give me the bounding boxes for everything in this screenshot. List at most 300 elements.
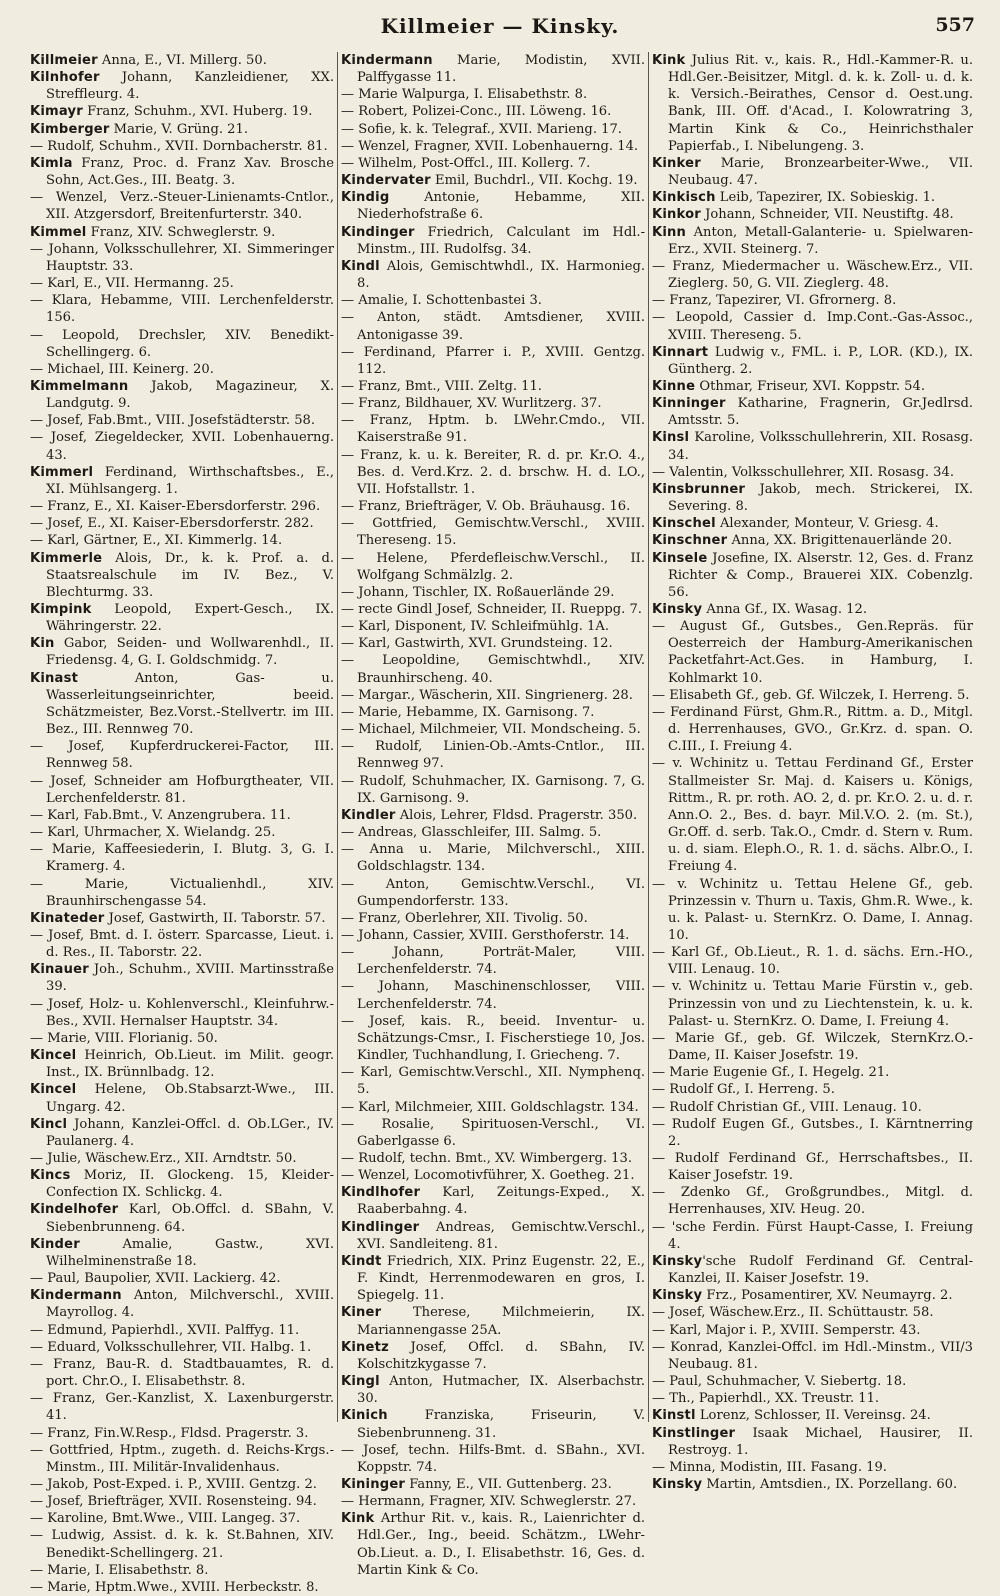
directory-entry	[30, 601, 334, 635]
directory-entry	[341, 876, 645, 910]
directory-entry	[341, 687, 645, 704]
directory-entry	[652, 464, 973, 481]
entry-details: — Wenzel, Fragner, XVII. Lobenhauerng. 14.	[341, 138, 639, 154]
entry-details: Ludwig v., FML. i. P., LOR. (KD.), IX. Güntherg. 2.	[668, 344, 973, 377]
directory-entry	[30, 327, 334, 361]
entry-details: — Paul, Baupolier, XVII. Lackierg. 42.	[30, 1271, 281, 1287]
entry-surname: Kinstlinger	[652, 1425, 736, 1441]
entry-surname: Kindinger	[341, 224, 415, 240]
entry-surname: Kincel	[30, 1048, 77, 1064]
directory-entry	[30, 1287, 334, 1321]
entry-details: — Rudolf Christian Gf., VIII. Lenaug. 10.	[652, 1099, 922, 1115]
directory-entry	[30, 378, 334, 412]
entry-details: — Gottfried, Hptm., zugeth. d. Reichs-Krgs.-Minstm., III. Militär-Invalidenhaus.	[30, 1442, 334, 1475]
directory-entry	[652, 1304, 973, 1321]
directory-entry	[341, 344, 645, 378]
directory-entry	[30, 961, 334, 995]
entry-surname: Kimberger	[30, 121, 110, 137]
entry-details: — Amalie, I. Schottenbastei 3.	[341, 293, 542, 309]
entry-details: — Franz, Oberlehrer, XII. Tivolig. 50.	[341, 910, 588, 926]
directory-entry	[652, 687, 973, 704]
entry-details: Karl, Zeitungs-Exped., X. Raaberbahng. 4.	[357, 1185, 645, 1218]
entry-details: — Ferdinand Fürst, Ghm.R., Rittm. a. D., Mitgl. d. Herrenhauses, GVO., Gr.Krz. d. span. O. C.III., I. Freiung 4.	[652, 704, 973, 755]
directory-entry	[341, 224, 645, 258]
entry-surname: Kindl	[341, 258, 380, 274]
entry-details: — Karl, Gärtner, E., XI. Kimmerlg. 14.	[30, 533, 283, 549]
directory-entry	[652, 1099, 973, 1116]
entry-surname: Kinsky	[652, 1253, 703, 1269]
entry-surname: Kincel	[30, 1082, 77, 1098]
entry-details: Josef, Offcl. d. SBahn, IV. Kolschitzkygasse 7.	[357, 1339, 645, 1372]
entry-details: — Wenzel, Verz.-Steuer-Linienamts-Cntlor., XII. Atzgersdorf, Breitenfurterstr. 340.	[30, 190, 334, 223]
page-number: 557	[935, 14, 975, 36]
directory-entry	[341, 258, 645, 292]
entry-details: Josef, Gastwirth, II. Taborstr. 57.	[104, 910, 326, 926]
directory-entry	[30, 189, 334, 223]
entry-details: — Marie, Kaffeesiederin, I. Blutg. 3, G. I. Kramerg. 4.	[30, 842, 334, 875]
directory-entry	[341, 704, 645, 721]
directory-entry	[341, 824, 645, 841]
entry-surname: Kinkor	[652, 207, 701, 223]
entry-details: Martin, Amtsdien., IX. Porzellang. 60.	[702, 1476, 958, 1492]
directory-entry	[30, 103, 334, 120]
directory-columns	[30, 52, 973, 1595]
directory-entry	[652, 52, 973, 155]
entry-details: Leopold, Expert-Gesch., IX. Währingerstr. 22.	[46, 602, 334, 635]
entry-details: — v. Wchinitz u. Tettau Ferdinand Gf., Erster Stallmeister Sr. Maj. d. Kaisers u. Königs, Rittm., R. pr. roth. AO. 2, d. pr. Kr.O. 2. u. d. r. Ann.O. 2., Bes. d. bayr. Mil.V.O. 2. (m. St.), Gr.Off. d. serb. Tak.O., Cmdr. d. Stern v. Rum. u. d. siam. Eleph.O., R. 1. d. sächs. Albr.O., I. Freiung 4.	[652, 756, 973, 875]
entry-details: — Rudolf Ferdinand Gf., Herrschaftsbes., II. Kaiser Josefstr. 19.	[652, 1151, 973, 1184]
entry-surname: Kimpink	[30, 602, 92, 617]
directory-entry	[30, 876, 334, 910]
directory-entry	[30, 1030, 334, 1047]
entry-details: — Hermann, Fragner, XIV. Schweglerstr. 27.	[341, 1494, 637, 1510]
entry-details: — Josef, kais. R., beeid. Inventur- u. Schätzungs-Cmsr., I. Fischerstiege 10, Jos. Kindler, Tuchhandlung, I. Griecheng. 7.	[341, 1013, 645, 1064]
entry-surname: Kindig	[341, 190, 390, 206]
entry-surname: Kindt	[341, 1253, 382, 1269]
entry-surname: Kinetz	[341, 1339, 389, 1355]
directory-entry	[341, 773, 645, 807]
entry-details: — Karl, Uhrmacher, X. Wielandg. 25.	[30, 825, 276, 841]
directory-entry	[30, 824, 334, 841]
directory-entry	[30, 1201, 334, 1235]
directory-entry	[341, 978, 645, 1012]
entry-details: — Johann, Cassier, XVIII. Gersthoferstr. 14.	[341, 927, 630, 943]
directory-entry	[652, 1322, 973, 1339]
entry-details: — Marie, I. Elisabethstr. 8.	[30, 1562, 209, 1578]
entry-details: — Karl, Milchmeier, XIII. Goldschlagstr. 134.	[341, 1099, 639, 1115]
entry-details: — Josef, Schneider am Hofburgtheater, VII. Lerchenfelderstr. 81.	[30, 773, 334, 806]
directory-entry	[652, 755, 973, 875]
directory-entry	[652, 1287, 973, 1304]
directory-entry	[30, 515, 334, 532]
entry-surname: Kinich	[341, 1408, 388, 1424]
entry-surname: Kimmelmann	[30, 378, 129, 394]
entry-surname: Kinschel	[652, 516, 716, 532]
directory-entry	[30, 1356, 334, 1390]
directory-entry	[341, 1339, 645, 1373]
entry-details: — Johann, Maschinenschlosser, VIII. Lerchenfelderstr. 74.	[341, 979, 645, 1012]
entry-surname: Kinnart	[652, 344, 709, 360]
entry-details: Heinrich, Ob.Lieut. im Milit. geogr. Inst., IX. Brünnlbadg. 12.	[46, 1048, 334, 1081]
directory-entry	[30, 1116, 334, 1150]
entry-details: Johann, Kanzlei-Offcl. d. Ob.LGer., IV. Paulanerg. 4.	[46, 1116, 334, 1149]
directory-entry	[652, 155, 973, 189]
entry-details: — Leopoldine, Gemischtwhdl., XIV. Braunhirscheng. 40.	[341, 653, 645, 686]
entry-details: — Andreas, Glasschleifer, III. Salmg. 5.	[341, 825, 602, 841]
directory-entry	[652, 1425, 973, 1459]
entry-details: Joh., Schuhm., XVIII. Martinsstraße 39.	[46, 962, 334, 995]
column-1	[30, 52, 334, 1595]
directory-entry	[30, 807, 334, 824]
entry-details: Leib, Tapezirer, IX. Sobieskig. 1.	[715, 190, 936, 206]
entry-details: — Franz, Tapezirer, VI. Gfrornerg. 8.	[652, 293, 897, 309]
directory-entry	[341, 138, 645, 155]
directory-entry	[652, 378, 973, 395]
entry-details: Alois, Gemischtwhdl., IX. Harmonieg. 8.	[357, 258, 645, 292]
entry-surname: Kinstl	[652, 1408, 696, 1424]
directory-entry	[341, 618, 645, 635]
entry-surname: Kilnhofer	[30, 70, 100, 86]
directory-entry	[30, 841, 334, 875]
entry-surname: Kinschner	[652, 533, 728, 549]
entry-surname: Killmeier	[30, 53, 98, 68]
directory-entry	[652, 1064, 973, 1081]
entry-details: Fanny, E., VII. Guttenberg. 23.	[405, 1476, 612, 1492]
directory-entry	[30, 635, 334, 669]
directory-entry	[341, 1510, 645, 1579]
entry-details: — Helene, Pferdefleischw.Verschl., II. Wolfgang Schmälzlg. 2.	[341, 550, 645, 583]
directory-entry	[30, 361, 334, 378]
entry-details: — Marie Walpurga, I. Elisabethstr. 8.	[341, 87, 588, 103]
entry-details: 'sche Rudolf Ferdinand Gf. Central-Kanzlei, II. Kaiser Josefstr. 19.	[668, 1253, 973, 1287]
entry-details: Johann, Schneider, VII. Neustiftg. 48.	[700, 207, 954, 223]
entry-surname: Kinauer	[30, 962, 89, 978]
directory-entry	[652, 1373, 973, 1390]
entry-surname: Kinsky	[652, 602, 703, 617]
directory-entry	[30, 121, 334, 138]
directory-entry	[30, 1081, 334, 1115]
entry-details: — Wilhelm, Post-Offcl., III. Kollerg. 7.	[341, 155, 591, 171]
entry-details: — Josef, Kupferdruckerei-Factor, III. Rennweg 58.	[30, 739, 334, 772]
entry-details: — Rudolf Gf., I. Herreng. 5.	[652, 1082, 835, 1098]
directory-entry	[30, 498, 334, 515]
entry-details: — Anna u. Marie, Milchverschl., XIII. Goldschlagstr. 134.	[341, 842, 645, 875]
directory-entry	[30, 1047, 334, 1081]
entry-details: Anton, Hutmacher, IX. Alserbachstr. 30.	[357, 1374, 645, 1407]
entry-details: Friedrich, Calculant im Hdl.-Minstm., III. Rudolfsg. 34.	[357, 224, 645, 257]
directory-entry	[652, 1081, 973, 1098]
entry-details: Frz., Posamentirer, XV. Neumayrg. 2.	[702, 1288, 953, 1304]
entry-details: — Rosalie, Spirituosen-Verschl., VI. Gaberlgasse 6.	[341, 1116, 645, 1149]
entry-details: Therese, Milchmeierin, IX. Mariannengasse 25A.	[357, 1305, 645, 1338]
directory-entry	[341, 1116, 645, 1150]
entry-surname: Kinsbrunner	[652, 481, 746, 497]
directory-entry	[341, 447, 645, 498]
entry-details: — Johann, Volksschullehrer, XI. Simmeringer Hauptstr. 33.	[30, 241, 334, 274]
entry-details: — Minna, Modistin, III. Fasang. 19.	[652, 1459, 887, 1475]
directory-entry	[652, 550, 973, 601]
directory-entry	[652, 1150, 973, 1184]
directory-entry	[30, 69, 334, 103]
directory-entry	[30, 1527, 334, 1561]
entry-details: — Karoline, Bmt.Wwe., VIII. Langeg. 37.	[30, 1511, 301, 1527]
directory-entry	[652, 978, 973, 1029]
directory-entry	[341, 1373, 645, 1407]
entry-details: — Marie Eugenie Gf., I. Hegelg. 21.	[652, 1065, 890, 1081]
entry-details: — Josef, techn. Hilfs-Bmt. d. SBahn., XVI. Koppstr. 74.	[341, 1442, 645, 1475]
entry-surname: Kinninger	[652, 396, 726, 412]
directory-entry	[341, 1013, 645, 1064]
directory-entry	[30, 910, 334, 927]
entry-details: Karl, Ob.Offcl. d. SBahn, V. Siebenbrunneng. 64.	[46, 1202, 334, 1235]
entry-details: — Josef, Bmt. d. I. österr. Sparcasse, Lieut. i. d. Res., II. Taborstr. 22.	[30, 927, 334, 961]
directory-entry	[652, 601, 973, 618]
directory-entry	[30, 1339, 334, 1356]
directory-entry	[30, 275, 334, 292]
entry-details: Anna, E., VI. Millerg. 50.	[97, 53, 267, 68]
entry-surname: Kiner	[341, 1305, 382, 1321]
directory-entry	[30, 52, 334, 69]
directory-entry	[341, 103, 645, 120]
entry-surname: Kininger	[341, 1476, 406, 1492]
entry-details: — Franz, Ger.-Kanzlist, X. Laxenburgerstr. 41.	[30, 1391, 334, 1424]
entry-details: Josefine, IX. Alserstr. 12, Ges. d. Franz Richter & Comp., Brauerei XIX. Cobenzlg. 56.	[668, 550, 973, 600]
directory-entry	[30, 155, 334, 189]
directory-entry	[652, 704, 973, 755]
entry-surname: Kink	[341, 1511, 375, 1527]
directory-entry	[30, 1150, 334, 1167]
directory-entry	[341, 86, 645, 103]
directory-entry	[341, 1219, 645, 1253]
entry-surname: Kinn	[652, 224, 687, 240]
entry-details: Johann, Kanzleidiener, XX. Streffleurg. 4.	[46, 70, 334, 103]
entry-surname: Kin	[30, 636, 55, 652]
entry-surname: Kimla	[30, 155, 73, 171]
directory-entry	[652, 1390, 973, 1407]
entry-details: Marie, Bronzearbeiter-Wwe., VII. Neubaug. 47.	[668, 155, 973, 189]
directory-entry	[652, 1339, 973, 1373]
entry-details: — Karl, Disponent, IV. Schleifmühlg. 1A.	[341, 619, 609, 635]
entry-details: — Josef, E., XI. Kaiser-Ebersdorferstr. 282.	[30, 516, 314, 532]
directory-entry	[341, 292, 645, 309]
entry-surname: Kindervater	[341, 173, 431, 189]
entry-surname: Kinkisch	[652, 190, 716, 206]
entry-details: — Marie, Hebamme, IX. Garnisong. 7.	[341, 704, 595, 720]
entry-details: — recte Gindl Josef, Schneider, II. Rueppg. 7.	[341, 602, 642, 617]
entry-surname: Kindermann	[30, 1288, 122, 1304]
directory-entry	[341, 1407, 645, 1441]
directory-entry	[30, 773, 334, 807]
entry-surname: Kinder	[30, 1236, 80, 1252]
entry-details: Franz, XIV. Schweglerstr. 9.	[86, 224, 276, 240]
entry-details: Isaak Michael, Hausirer, II. Restroyg. 1.	[668, 1425, 973, 1458]
directory-entry	[652, 309, 973, 343]
entry-surname: Kindlhofer	[341, 1185, 421, 1201]
entry-details: — Ludwig, Assist. d. k. k. St.Bahnen, XIV. Benedikt-Schellingerg. 21.	[30, 1528, 334, 1561]
directory-entry	[30, 550, 334, 601]
directory-entry	[341, 395, 645, 412]
directory-entry	[341, 378, 645, 395]
entry-details: — Josef, Briefträger, XVII. Rosensteing. 94.	[30, 1494, 317, 1510]
directory-entry	[341, 189, 645, 223]
entry-surname: Kimmerl	[30, 464, 94, 480]
entry-details: — Franz, Fin.W.Resp., Fldsd. Pragerstr. 3.	[30, 1425, 309, 1441]
directory-entry	[341, 635, 645, 652]
entry-details: Franziska, Friseurin, V. Siebenbrunneng. 31.	[357, 1408, 645, 1441]
entry-surname: Kindlinger	[341, 1219, 420, 1235]
entry-details: Jakob, Magazineur, X. Landgutg. 9.	[46, 378, 334, 412]
directory-entry	[341, 738, 645, 772]
entry-details: — Jakob, Post-Exped. i. P., XVIII. Gentzg. 2.	[30, 1476, 317, 1492]
entry-details: — Edmund, Papierhdl., XVII. Palffyg. 11.	[30, 1322, 300, 1338]
directory-entry	[30, 1476, 334, 1493]
entry-details: — Michael, Milchmeier, VII. Mondscheing. 5.	[341, 722, 641, 738]
entry-details: — Franz, E., XI. Kaiser-Ebersdorferstr. 296.	[30, 499, 321, 515]
entry-details: — v. Wchinitz u. Tettau Helene Gf., geb. Prinzessin v. Thurn u. Taxis, Ghm.R. Wwe., k. u. k. Palast- u. SternKrz. O. Dame, I. Annag. 10.	[652, 876, 973, 943]
entry-surname: Kinne	[652, 378, 696, 394]
entry-details: Marie, V. Grüng. 21.	[109, 121, 248, 137]
directory-entry	[30, 464, 334, 498]
directory-entry	[341, 515, 645, 549]
directory-entry	[652, 876, 973, 945]
entry-details: — Marie, Hptm.Wwe., XVIII. Herbeckstr. 8.	[30, 1579, 319, 1595]
directory-entry	[652, 258, 973, 292]
entry-details: Othmar, Friseur, XVI. Koppstr. 54.	[695, 378, 926, 394]
entry-details: — Leopold, Drechsler, XIV. Benedikt-Schellingerg. 6.	[30, 327, 334, 360]
directory-entry	[652, 944, 973, 978]
entry-details: — Franz, Bmt., VIII. Zeltg. 11.	[341, 378, 542, 394]
entry-details: — Josef, Fab.Bmt., VIII. Josefstädterstr. 58.	[30, 413, 316, 429]
entry-details: Antonie, Hebamme, XII. Niederhofstraße 6.	[357, 190, 645, 223]
entry-details: — 'sche Ferdin. Fürst Haupt-Casse, I. Freiung 4.	[652, 1219, 973, 1252]
entry-details: — Eduard, Volksschullehrer, VII. Halbg. 1.	[30, 1339, 312, 1355]
entry-details: — Rudolf, Schuhm., XVII. Dornbacherstr. 81.	[30, 138, 328, 154]
entry-details: Ferdinand, Wirthschaftsbes., E., XI. Mühlsangerg. 1.	[46, 464, 334, 497]
directory-entry	[341, 1064, 645, 1098]
entry-details: — Franz, Hptm. b. LWehr.Cmdo., VII. Kaiserstraße 91.	[341, 413, 645, 446]
entry-surname: Kindler	[341, 807, 396, 823]
entry-details: — Rudolf Eugen Gf., Gutsbes., I. Kärntnerring 2.	[652, 1116, 973, 1149]
entry-details: — Franz, Bildhauer, XV. Wurlitzerg. 37.	[341, 396, 602, 412]
entry-details: — Paul, Schuhmacher, V. Siebertg. 18.	[652, 1374, 907, 1390]
entry-details: — Marie Gf., geb. Gf. Wilczek, SternKrz.O.-Dame, II. Kaiser Josefstr. 19.	[652, 1030, 973, 1064]
entry-details: Alois, Lehrer, Fldsd. Pragerstr. 350.	[395, 807, 638, 823]
entry-details: — Anton, Gemischtw.Verschl., VI. Gumpendorferstr. 133.	[341, 876, 645, 909]
directory-entry	[30, 927, 334, 961]
directory-entry	[30, 429, 334, 463]
directory-entry	[30, 670, 334, 739]
directory-entry	[652, 481, 973, 515]
directory-entry	[652, 1219, 973, 1253]
directory-entry	[341, 412, 645, 446]
directory-entry	[341, 1167, 645, 1184]
entry-surname: Kinsky	[652, 1288, 703, 1304]
directory-entry	[30, 241, 334, 275]
entry-surname: Kinateder	[30, 910, 105, 926]
entry-details: — Karl, Gastwirth, XVI. Grundsteing. 12.	[341, 636, 613, 652]
running-head: Killmeier — Kinsky.	[380, 14, 620, 38]
entry-details: — Leopold, Cassier d. Imp.Cont.-Gas-Assoc., XVIII. Thereseng. 5.	[652, 310, 973, 343]
entry-details: — Franz, Miedermacher u. Wäschew.Erz., VII. Zieglerg. 50, G. VII. Zieglerg. 48.	[652, 258, 973, 292]
entry-details: Emil, Buchdrl., VII. Kochg. 19.	[430, 173, 638, 189]
entry-details: — Franz, Briefträger, V. Ob. Bräuhausg. 16.	[341, 499, 631, 515]
directory-entry	[652, 206, 973, 223]
directory-entry	[652, 1407, 973, 1424]
directory-entry	[652, 292, 973, 309]
directory-entry	[341, 927, 645, 944]
entry-details: Andreas, Gemischtw.Verschl., XVI. Sandleiteng. 81.	[357, 1219, 645, 1252]
entry-details: — Josef, Holz- u. Kohlenverschl., Kleinfuhrw.-Bes., XVII. Hernalser Hauptstr. 34.	[30, 996, 334, 1029]
directory-entry	[30, 1390, 334, 1424]
entry-details: — Karl, Gemischtw.Verschl., XII. Nymphenq. 5.	[341, 1065, 645, 1098]
directory-entry	[341, 550, 645, 584]
entry-details: — Zdenko Gf., Großgrundbes., Mitgl. d. Herrenhauses, XIV. Heug. 20.	[652, 1185, 973, 1218]
entry-details: — Johann, Porträt-Maler, VIII. Lerchenfelderstr. 74.	[341, 945, 645, 978]
entry-details: — Rudolf, techn. Bmt., XV. Wimbergerg. 13.	[341, 1151, 632, 1166]
directory-entry	[652, 532, 973, 549]
entry-details: Franz, Proc. d. Franz Xav. Brosche Sohn, Act.Ges., III. Beatg. 3.	[46, 155, 334, 189]
entry-details: — Valentin, Volksschullehrer, XII. Rosasg. 34.	[652, 464, 955, 480]
entry-details: Arthur Rit. v., kais. R., Laienrichter d. Hdl.Ger., Ing., beeid. Schätzm., LWehr-Ob.Lieut. a. D., I. Elisabethstr. 16, Ges. d. Martin Kink & Co.	[357, 1511, 645, 1578]
entry-details: — Klara, Hebamme, VIII. Lerchenfelderstr. 156.	[30, 293, 334, 326]
entry-details: — Anton, städt. Amtsdiener, XVIII. Antonigasse 39.	[341, 310, 645, 343]
directory-entry	[30, 1442, 334, 1476]
entry-details: — Marie, Victualienhdl., XIV. Braunhirschengasse 54.	[30, 876, 334, 909]
directory-entry	[30, 1510, 334, 1527]
entry-details: Alois, Dr., k. k. Prof. a. d. Staatsrealschule im IV. Bez., V. Blechturmg. 33.	[46, 550, 334, 600]
entry-details: Moriz, II. Glockeng. 15, Kleider-Confection IX. Schlickg. 4.	[46, 1168, 334, 1201]
directory-entry	[30, 1425, 334, 1442]
entry-details: — Robert, Polizei-Conc., III. Löweng. 16.	[341, 104, 612, 120]
directory-entry	[30, 532, 334, 549]
entry-details: Marie, Modistin, XVII. Palffygasse 11.	[357, 53, 645, 86]
entry-details: Jakob, mech. Strickerei, IX. Severing. 8.	[668, 481, 973, 515]
entry-details: Lorenz, Schlosser, II. Vereinsg. 24.	[695, 1408, 931, 1424]
entry-details: — Julie, Wäschew.Erz., XII. Arndtstr. 50.	[30, 1151, 297, 1166]
entry-details: Helene, Ob.Stabsarzt-Wwe., III. Ungarg. 42.	[46, 1082, 334, 1115]
entry-details: Anton, Milchverschl., XVIII. Mayrollog. 4.	[46, 1288, 334, 1321]
directory-entry	[341, 52, 645, 86]
directory-entry	[30, 1167, 334, 1201]
entry-surname: Kinker	[652, 155, 701, 171]
entry-surname: Kimmel	[30, 224, 87, 240]
entry-details: — Franz, Bau-R. d. Stadtbauamtes, R. d. port. Chr.O., I. Elisabethstr. 8.	[30, 1356, 334, 1390]
entry-surname: Kindermann	[341, 53, 433, 68]
entry-details: Anna, XX. Brigittenauerlände 20.	[727, 533, 953, 549]
directory-entry	[652, 1253, 973, 1287]
directory-entry	[652, 1030, 973, 1064]
entry-details: — August Gf., Gutsbes., Gen.Repräs. für Oesterreich der Hamburg-Amerikanischen Packetfahrt-Act.Ges. in Hamburg, I. Kohlmarkt 10.	[652, 619, 973, 686]
page-header	[25, 8, 975, 48]
entry-details: — Marie, VIII. Florianig. 50.	[30, 1030, 218, 1046]
entry-surname: Kimayr	[30, 104, 83, 120]
directory-entry	[30, 138, 334, 155]
entry-details: Katharine, Fragnerin, Gr.Jedlrsd. Amtsstr. 5.	[668, 396, 973, 429]
entry-details: — Ferdinand, Pfarrer i. P., XVIII. Gentzg. 112.	[341, 344, 645, 377]
entry-details: — Michael, III. Keinerg. 20.	[30, 361, 214, 377]
entry-surname: Kinsele	[652, 550, 708, 566]
directory-entry	[652, 1459, 973, 1476]
directory-entry	[652, 618, 973, 687]
directory-entry	[652, 395, 973, 429]
directory-entry	[652, 189, 973, 206]
entry-details: — Gottfried, Gemischtw.Verschl., XVIII. Thereseng. 15.	[341, 516, 645, 549]
entry-details: — Karl, E., VII. Hermanng. 25.	[30, 276, 234, 292]
directory-entry	[341, 498, 645, 515]
directory-entry	[30, 224, 334, 241]
entry-surname: Kinsky	[652, 1476, 703, 1492]
entry-details: — Th., Papierhdl., XX. Treustr. 11.	[652, 1391, 880, 1407]
